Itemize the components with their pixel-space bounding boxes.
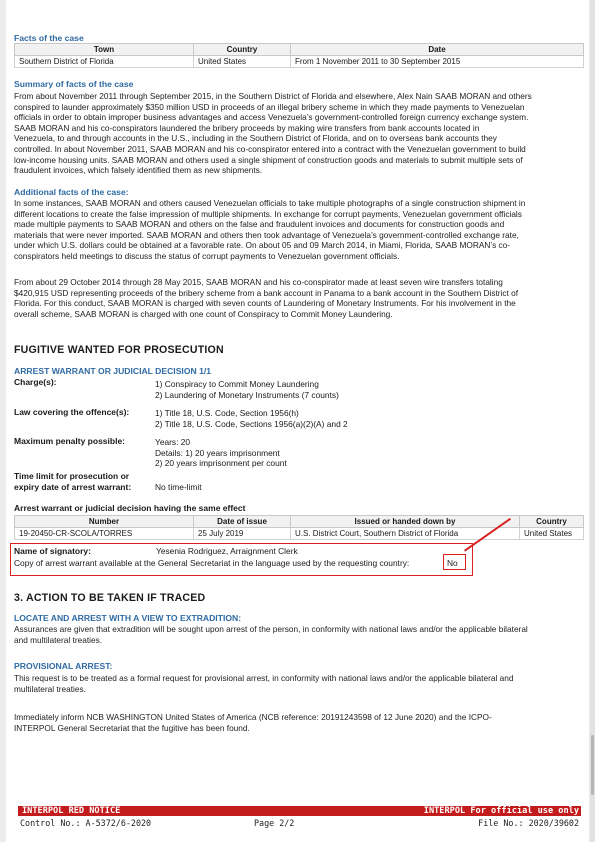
additional-line: different locations to create the false impression of multiple shipments. In exchange for corrupt payments, Venezuelan government officials — [14, 208, 522, 219]
additional-line: From about 29 October 2014 through 28 May 2015, SAAB MORAN and his co-conspirator made at least seven wire transfers totaling — [14, 277, 503, 287]
law-item: 1) Title 18, U.S. Code, Section 1956(h) — [155, 408, 299, 418]
summary-line: From about November 2011 through September 2015, in the Southern District of Florida and elsewhere, Alex Nain SAAB MORAN and others — [14, 91, 532, 101]
signatory-value: Yesenia Rodriguez, Arraignment Clerk — [156, 546, 298, 556]
provisional-line: multilateral treaties. — [14, 683, 86, 694]
highlight-box — [10, 543, 473, 576]
charges-label: Charge(s): — [14, 377, 57, 387]
additional-text-2 — [14, 277, 586, 319]
action-title: 3. ACTION TO BE TAKEN IF TRACED — [14, 592, 206, 604]
summary-line: fraudulent invoices, which falsely identified them as new shipments. — [14, 165, 263, 176]
time-limit-label-line: Time limit for prosecution or — [14, 471, 130, 481]
additional-line: overall scheme, SAAB MORAN is charged with one count of Conspiracy to Commit Money Laundering. — [14, 308, 393, 319]
summary-heading: Summary of facts of the case — [14, 79, 134, 89]
summary-line: officials in order to obtain improper business advantages and access Venezuela’s government-controlled foreign currency exchange system. — [14, 112, 529, 123]
warrant-col-country: Country — [520, 516, 584, 528]
footer-file-number: File No.: 2020/39602 — [478, 818, 579, 828]
summary-line: conspired to launder approximately $350 million USD in proceeds of an illegal bribery scheme in which they made payments to Venezuelan — [14, 101, 525, 112]
additional-text — [14, 198, 586, 262]
additional-line: In some instances, SAAB MORAN and others caused Venezuelan officials to take multiple photographs of a single construction shipment in — [14, 198, 526, 208]
footer-banner — [18, 806, 581, 816]
footer-official-use-label: INTERPOL For official use only — [423, 806, 579, 816]
facts-cell-date: From 1 November 2011 to 30 September 2015 — [291, 56, 584, 68]
inform-text — [14, 712, 586, 733]
warrant-heading: ARREST WARRANT OR JUDICIAL DECISION 1/1 — [14, 366, 212, 376]
signatory-label: Name of signatory: — [14, 546, 91, 556]
penalty-detail: 2) 20 years imprisonment per count — [155, 458, 287, 468]
footer-control-number: Control No.: A-5372/6-2020 — [20, 818, 152, 828]
summary-line: low-income housing units. SAAB MORAN and others used a single shipment of construction goods and materials to submit multiple sets of — [14, 154, 523, 165]
facts-col-town: Town — [15, 44, 194, 56]
time-limit-label-line: expiry date of arrest warrant: — [14, 481, 132, 492]
summary-line: SAAB MORAN and his co-conspirators laundered the bribery proceeds by making wire transfers from bank accounts located in — [14, 122, 480, 133]
locate-text — [14, 624, 586, 645]
time-limit-label — [14, 471, 131, 492]
warrant-cell-date: 25 July 2019 — [194, 528, 291, 540]
penalty-years: Years: 20 — [155, 437, 191, 447]
provisional-heading: PROVISIONAL ARREST: — [14, 661, 113, 671]
additional-line: made multiple payments to SAAB MORAN and others on the false and fraudulent invoices and documents for construction goods and — [14, 219, 505, 230]
provisional-text — [14, 673, 586, 694]
facts-table — [14, 43, 584, 68]
additional-line: under which U.S. dollars could be obtained at a favorable rate. On about 05 and 09 March 2014, in Miami, Florida, SAAB MORAN’s co- — [14, 240, 511, 251]
warrant-col-date: Date of issue — [194, 516, 291, 528]
locate-heading: LOCATE AND ARREST WITH A VIEW TO EXTRADITION: — [14, 613, 242, 623]
highlight-value-box — [443, 554, 466, 570]
document-page — [6, 0, 589, 842]
additional-line: conspirators held meetings to discuss the status of corrupt payments to Venezuelan government officials. — [14, 250, 400, 261]
facts-col-country: Country — [194, 44, 291, 56]
additional-heading: Additional facts of the case: — [14, 187, 129, 197]
vertical-scrollbar[interactable] — [590, 0, 595, 842]
warrant-cell-issuer: U.S. District Court, Southern District of Florida — [291, 528, 520, 540]
inform-line: Immediately inform NCB WASHINGTON United States of America (NCB reference: 20191243598 of 12 June 2020) and the ICPO- — [14, 712, 492, 722]
warrant-col-number: Number — [15, 516, 194, 528]
same-effect-heading: Arrest warrant or judicial decision having the same effect — [14, 503, 246, 513]
facts-cell-town: Southern District of Florida — [15, 56, 194, 68]
time-limit-value: No time-limit — [155, 482, 202, 492]
warrant-cell-country: United States — [520, 528, 584, 540]
locate-line: Assurances are given that extradition will be sought upon arrest of the person, in conformity with national laws and/or the applicable bilateral — [14, 624, 528, 634]
penalty-label: Maximum penalty possible: — [14, 436, 125, 446]
charges-value — [155, 379, 339, 400]
summary-line: Venezuela, to and through accounts in the U.S., including in the Southern District of Florida, and on to overseas bank accounts they — [14, 133, 497, 144]
footer-red-notice-label: INTERPOL RED NOTICE — [22, 806, 121, 816]
law-label: Law covering the offence(s): — [14, 407, 130, 417]
copy-warrant-value: No — [447, 558, 458, 568]
additional-line: materials that were never imported. SAAB MORAN and others then took advantage of Venezuela’s government-controlled exchange rate, — [14, 229, 519, 240]
footer-page-number: Page 2/2 — [254, 818, 295, 828]
law-item: 2) Title 18, U.S. Code, Sections 1956(a)(2)(A) and 2 — [155, 418, 348, 429]
inform-line: INTERPOL General Secretariat that the fugitive has been found. — [14, 722, 250, 733]
warrant-cell-number: 19-20450-CR-SCOLA/TORRES — [15, 528, 194, 540]
law-value — [155, 408, 348, 429]
charge-item: 1) Conspiracy to Commit Money Laundering — [155, 379, 319, 389]
additional-line: Florida. For this conduct, SAAB MORAN is charged with seven counts of Laundering of Monetary Instruments. For his involvement in the — [14, 298, 516, 309]
charge-item: 2) Laundering of Monetary Instruments (7 counts) — [155, 389, 339, 400]
provisional-line: This request is to be treated as a formal request for provisional arrest, in conformity with national laws and/or the applicable bilateral and — [14, 673, 514, 683]
fugitive-title: FUGITIVE WANTED FOR PROSECUTION — [14, 344, 224, 356]
summary-line: controlled. In about November 2011, SAAB MORAN and his co-conspirator entered into a contract with the Venezuelan government to build — [14, 143, 526, 154]
facts-cell-country: United States — [194, 56, 291, 68]
locate-line: and multilateral treaties. — [14, 634, 103, 645]
penalty-value — [155, 437, 287, 469]
facts-heading: Facts of the case — [14, 33, 84, 43]
copy-warrant-text: Copy of arrest warrant available at the General Secretariat in the language used by the requesting country: — [14, 558, 410, 568]
summary-text — [14, 91, 586, 176]
warrant-col-issuer: Issued or handed down by — [291, 516, 520, 528]
scrollbar-thumb[interactable] — [591, 735, 594, 795]
penalty-detail: Details: 1) 20 years imprisonment — [155, 447, 280, 458]
facts-col-date: Date — [291, 44, 584, 56]
additional-line: $420,915 USD representing proceeds of the bribery scheme from a bank account in Panama to a bank account in the Southern District of — [14, 287, 519, 298]
